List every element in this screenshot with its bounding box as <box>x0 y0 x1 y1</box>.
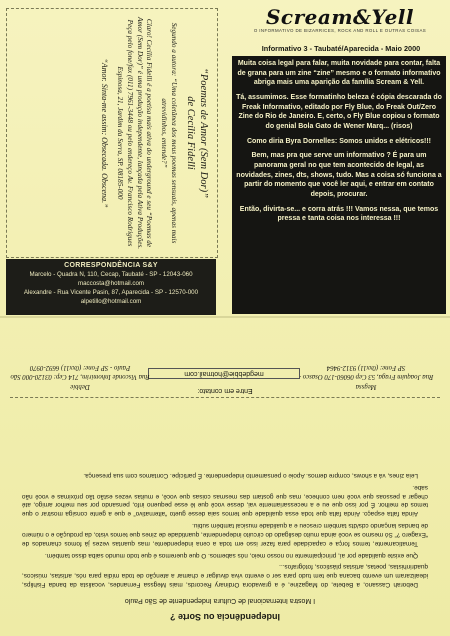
editorial-paragraph-4: Bem, mas pra que serve um informativo ? É para um panorama geral no que tem acontecido de legal, as novidades, zines, dts, shows, tudo. Mas a coisa só funciona a partir do momento que você ler aqui, e entrar em contato depois, procurar. <box>236 152 442 198</box>
article-subtitle: I Mostra Internacional de Cultura Independente de São Paulo <box>124 597 316 604</box>
article-paragraph: Tematicamente, temos força e capacidade para fazer isso em toda a cena independente, mas quantas vezes já fomos chamados de “Exagero ?” Só mesmo se você ainda muito desligado do circuito independente, quantidade de zines que temos visto, da produção e o número de bandas lançando cds/dts também cresceu e a qualidade musical também subiu. <box>22 522 428 547</box>
contact-debbie-details: Rua Visconde Inhomirim, 714 Cep: 03120-000 São Paulo - SP Fone: (0xx11) 6692-0970 <box>10 363 150 381</box>
article-title: Independência ou Sorte ? <box>170 612 281 622</box>
editorial-box <box>232 56 446 314</box>
logo-title: Scream&Yell <box>265 5 415 29</box>
correspondence-address-1: Marcelo - Quadra N, 110, Cecap, Taubaté - SP - 12043-060 <box>29 271 193 279</box>
poem-title <box>184 15 210 251</box>
logo <box>235 6 445 40</box>
poem-quote: Segundo a autora: “Uma coletânea dos meus poemas sensuais, apenas mais atrevidinhos, entende?” <box>160 22 178 244</box>
article-paragraph: Que existe qualidade por aí, principalmente no nosso meio, nós sabemos. O que queremos é que todo mundo saiba disso também. <box>44 551 418 559</box>
poem-description: Claro! Cecília Fidelli é a poetisa mais ativa do underground e seu “Poemas de Amor (Sem Dor)” é uma produção independente, lançada pela Ativa Produções. Peça pelo fone/fax (011) 7961-3448 ou pelo endereço Av. Francisco Rodrigues Espinosa, 21, Jardim da Serra, SP. 08185-000 <box>116 16 154 250</box>
editorial-paragraph-2: Tá, assumimos. Esse formatinho beleza é cópia descarada do Freak Informativo, editado por Fly Blue, do Freak Out/Zero Zine do Rio de Janeiro. E, certo, o Fly Blue copiou o formato do genial Bola Gato de Wener Marq... (risos) <box>236 93 442 130</box>
article-body <box>22 467 428 588</box>
contact-heading: Entre em contato: <box>197 387 253 394</box>
poem-book-title: “Poemas de Amor (Sem Dor)” <box>198 68 209 198</box>
logo-tagline: O INFORMATIVO DE BIZARRICES, ROCK AND ROLL E OUTRAS COISAS <box>253 28 427 33</box>
correspondence-email-2[interactable]: alpetillo@hotmail.com <box>80 298 142 306</box>
correspondence-email-1[interactable]: maccosta@hotmail.com <box>77 280 145 288</box>
contact-debbie-name: Debbie <box>70 383 90 390</box>
poem-panel <box>6 8 218 258</box>
correspondence-heading: CORRESPONDÊNCIA S&Y <box>64 262 158 269</box>
poem-rotated-block <box>14 15 210 251</box>
poem-closing: “Amor. Sinta-me assim: Obsecada. Obscena.” <box>100 58 110 208</box>
contact-email[interactable]: megdebbie@hotmail.com <box>148 368 300 379</box>
article-paragraph: Leia zines, vá a shows, compre demos. Apoie o pensamento independente. É participe. Contamos com sua presença. <box>83 471 418 479</box>
editorial-paragraph-1: Muita coisa legal para falar, muita novidade para contar, falta de grana para um zine “zine” mesmo e o formato informativo abriga mais uma aparição da família Scream & Yell. <box>237 60 441 87</box>
article-paragraph: Ainda falta espaço. Ainda falta que toda essa qualidade que temos saia desse gueto “alternativo” e que a gente consiga mostrar o que temos de melhor. É por isso que eu e a necessariamente vai, desse você que lê esse pequeno info, pensando por seu melhor amigo, até chegar a pessoas que você nem conhece, mas que gostam das mesmas coisas que você, e muitas vezes estão tão próximas e você não sabe. <box>22 483 428 518</box>
contact-megssa <box>296 362 436 391</box>
article-content <box>0 318 450 636</box>
contact-megssa-details: Rua Joaquim Fraga, 53 Cep 06060-170 Osasco - SP Fone: (0xx11) 9312-9464 <box>298 363 434 381</box>
correspondence-box <box>6 259 216 315</box>
issue-line: Informativo 3 - Taubaté/Aparecida - Maio 2000 <box>261 44 421 53</box>
article-upside-down <box>0 318 450 636</box>
editorial-paragraph-3: Como diria Byra Dornelles: Somos unidos e elétricos!!! <box>247 137 431 145</box>
poem-author: de Cecília Fidelli <box>184 96 196 170</box>
contact-megssa-name: Megssa <box>355 383 377 390</box>
contact-debbie <box>10 362 150 391</box>
article-contacts <box>10 345 440 398</box>
correspondence-address-2: Alexandre - Rua Vicente Pasin, 87, Aparecida - SP - 12570-000 <box>23 289 199 297</box>
article-paragraph: Deborah Cassano, a Bebete, do Magazine, é a gravadora Ordinary Records, mais Megssa Fernandes, vocalista da banda Fishlips, idealizaram um evento bacana que tem tudo para ser o evento viva divulgar e chamar a atenção de toda mídia para nós, artistas, músicos, quadrinhistas, poetas, artistas plásticos, fotógrafos... <box>22 563 428 588</box>
editorial-paragraph-5: Então, divirta-se... e corra atrás !!! Vamos nessa, que temos pressa e tanta coisa nos interessa !!! <box>239 205 439 223</box>
